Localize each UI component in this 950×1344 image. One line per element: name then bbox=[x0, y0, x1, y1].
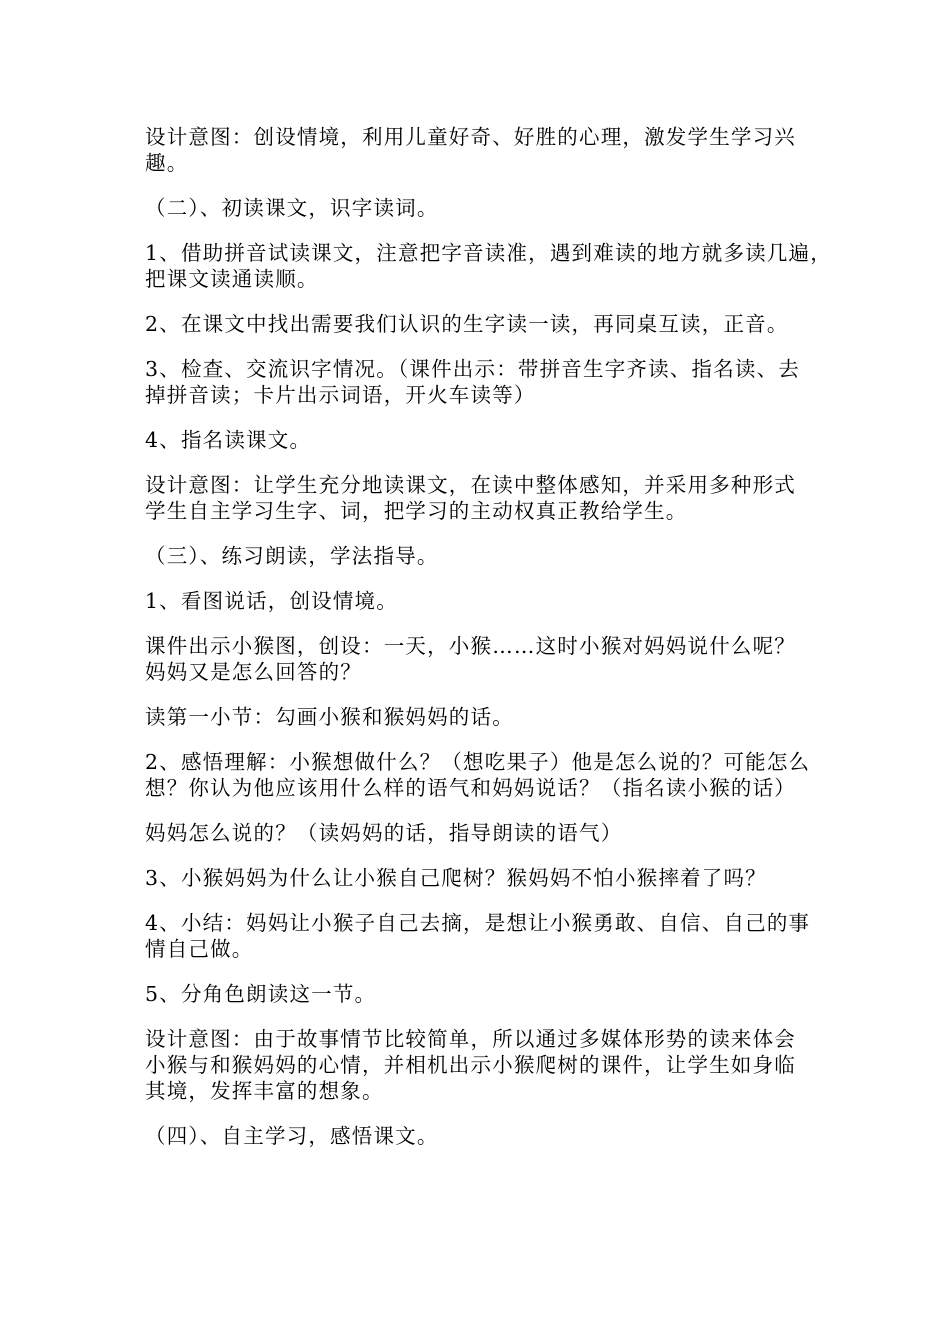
text-line: 设计意图：让学生充分地读课文，在读中整体感知，并采用多种形式 bbox=[145, 473, 796, 497]
text-line: 1、借助拼音试读课文，注意把字音读准，遇到难读的地方就多读几遍， bbox=[145, 241, 832, 265]
text-line: 小猴与和猴妈妈的心情，并相机出示小猴爬树的课件，让学生如身临 bbox=[145, 1053, 796, 1077]
text-line: （二）、初读课文，识字读词。 bbox=[145, 196, 439, 220]
text-line: 1、看图说话，创设情境。 bbox=[145, 589, 398, 613]
text-line: 妈妈怎么说的？（读妈妈的话，指导朗读的语气） bbox=[145, 821, 623, 845]
text-line: 妈妈又是怎么回答的？ bbox=[145, 660, 362, 684]
text-line: 其境，发挥丰富的想象。 bbox=[145, 1079, 384, 1103]
paragraph bbox=[145, 1123, 815, 1149]
text-line: 把课文读通读顺。 bbox=[145, 267, 319, 291]
text-line: 课件出示小猴图，创设：一天，小猴……这时小猴对妈妈说什么呢？ bbox=[145, 634, 796, 658]
text-line: 情自己做。 bbox=[145, 937, 254, 961]
paragraph bbox=[145, 356, 815, 408]
text-line: 设计意图：由于故事情节比较简单，所以通过多媒体形势的读来体会 bbox=[145, 1027, 796, 1051]
text-line: 趣。 bbox=[145, 151, 189, 175]
paragraph bbox=[145, 427, 815, 453]
paragraph bbox=[145, 472, 815, 524]
paragraph bbox=[145, 240, 832, 292]
paragraph bbox=[145, 820, 815, 846]
document-body bbox=[145, 124, 832, 1168]
text-line: 5、分角色朗读这一节。 bbox=[145, 982, 377, 1006]
paragraph bbox=[145, 981, 815, 1007]
paragraph bbox=[145, 633, 815, 685]
paragraph bbox=[145, 543, 815, 569]
paragraph bbox=[145, 195, 815, 221]
text-line: （四）、自主学习，感悟课文。 bbox=[145, 1124, 439, 1148]
text-line: 掉拼音读；卡片出示词语，开火车读等） bbox=[145, 383, 536, 407]
text-line: 4、小结：妈妈让小猴子自己去摘，是想让小猴勇敢、自信、自己的事 bbox=[145, 911, 811, 935]
paragraph bbox=[145, 865, 815, 891]
text-line: 3、检查、交流识字情况。（课件出示：带拼音生字齐读、指名读、去 bbox=[145, 357, 800, 381]
text-line: 学生自主学习生字、词，把学习的主动权真正教给学生。 bbox=[145, 499, 688, 523]
text-line: 设计意图：创设情境，利用儿童好奇、好胜的心理，激发学生学习兴 bbox=[145, 125, 796, 149]
paragraph bbox=[145, 588, 815, 614]
paragraph bbox=[145, 749, 815, 801]
paragraph bbox=[145, 124, 815, 176]
text-line: 想？你认为他应该用什么样的语气和妈妈说话？（指名读小猴的话） bbox=[145, 776, 796, 800]
text-line: 3、小猴妈妈为什么让小猴自己爬树？猴妈妈不怕小猴摔着了吗？ bbox=[145, 866, 767, 890]
text-line: 2、在课文中找出需要我们认识的生字读一读，再同桌互读，正音。 bbox=[145, 312, 789, 336]
text-line: （三）、练习朗读，学法指导。 bbox=[145, 544, 439, 568]
paragraph bbox=[145, 311, 815, 337]
text-line: 2、感悟理解：小猴想做什么？（想吃果子）他是怎么说的？可能怎么 bbox=[145, 750, 811, 774]
text-line: 读第一小节：勾画小猴和猴妈妈的话。 bbox=[145, 705, 514, 729]
paragraph bbox=[145, 704, 815, 730]
paragraph bbox=[145, 910, 815, 962]
text-line: 4、指名读课文。 bbox=[145, 428, 312, 452]
paragraph bbox=[145, 1026, 815, 1104]
